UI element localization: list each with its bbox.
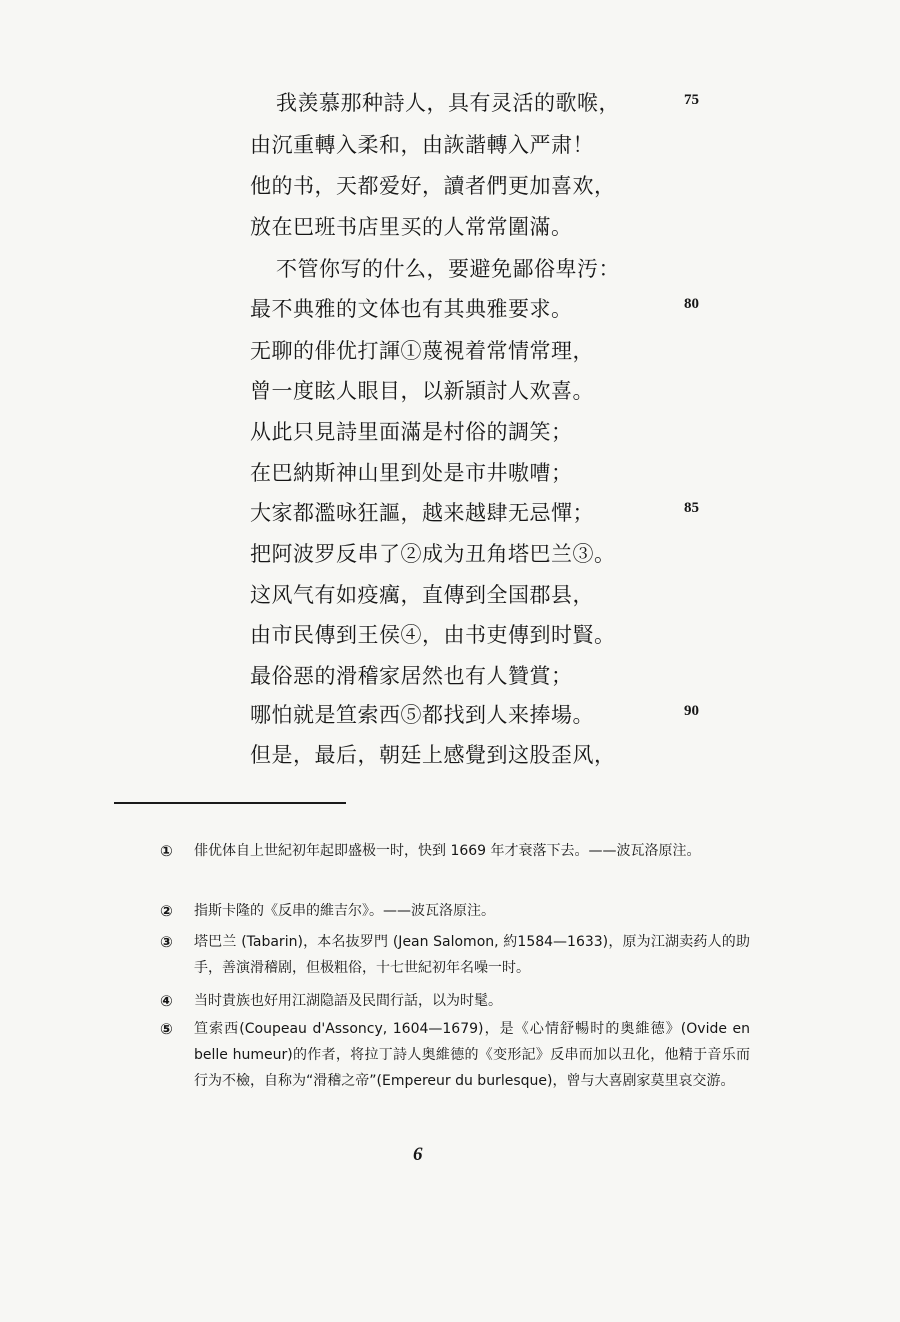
footnote-3	[160, 929, 750, 981]
footnote-marker: ⑤	[160, 1020, 173, 1038]
footnote-4	[160, 988, 750, 1014]
verse-line-82: 曾一度眩人眼目，以新頴討人欢喜。	[250, 379, 594, 403]
line-number-85: 85	[684, 500, 699, 516]
verse-line-86: 把阿波罗反串了②成为丑角塔巴兰③。	[250, 542, 616, 566]
footnote-2	[160, 898, 750, 924]
footnote-5	[160, 1016, 750, 1094]
verse-line-78: 放在巴班书店里买的人常常圍滿。	[250, 215, 573, 239]
verse-line-89: 最俗惡的滑稽家居然也有人贊賞；	[250, 664, 573, 688]
verse-line-83: 从此只見詩里面滿是村俗的調笑；	[250, 420, 573, 444]
verse-line-84: 在巴納斯神山里到处是市井嗷嘈；	[250, 461, 573, 485]
page-number: 6	[413, 1144, 423, 1165]
line-number-90: 90	[684, 703, 699, 719]
verse-line-77: 他的书，天都爱好，讀者們更加喜欢，	[250, 174, 616, 198]
verse-line-75: 我羡慕那种詩人，具有灵活的歌喉，	[276, 91, 620, 115]
footnote-marker: ①	[160, 842, 173, 860]
footnote-text: 当时貴族也好用江湖隐語及民間行話，以为时髦。	[194, 993, 502, 1009]
footnote-text: 笪索西(Coupeau d'Assoncy, 1604—1679)，是《心情舒暢时的奥維德》(Ovide en belle humeur)的作者，将拉丁詩人奥維德的《变形記》反串而加以丑化，他精于音乐而行为不檢，自称为“滑稽之帝”(Empereur du burlesque)，曾与大喜剧家莫里哀交游。	[194, 1021, 750, 1089]
footnote-text: 塔巴兰 (Tabarin)，本名抜罗門 (Jean Salomon, 約1584—1633)，原为江湖卖药人的助手，善演滑稽剧，但极粗俗，十七世紀初年名噪一时。	[194, 934, 750, 976]
verse-line-81: 无聊的俳优打諢①蔑視着常情常理，	[250, 339, 594, 363]
footnote-separator	[114, 802, 346, 804]
verse-line-79: 不管你写的什么，要避免鄙俗卑汚：	[276, 257, 620, 281]
footnote-text: 俳优体自上世紀初年起即盛极一时，快到 1669 年才衰落下去。——波瓦洛原注。	[194, 843, 701, 859]
verse-line-80: 最不典雅的文体也有其典雅要求。	[250, 297, 573, 321]
footnote-marker: ④	[160, 992, 173, 1010]
verse-line-91: 但是，最后，朝廷上感覺到这股歪风，	[250, 743, 616, 767]
line-number-80: 80	[684, 296, 699, 312]
footnote-marker: ③	[160, 933, 173, 951]
verse-line-85: 大家都濫咏狂謳，越来越肆无忌憚；	[250, 501, 594, 525]
verse-line-88: 由市民傳到王侯④，由书吏傳到时賢。	[250, 623, 616, 647]
footnote-1	[160, 838, 750, 864]
line-number-75: 75	[684, 92, 699, 108]
footnote-marker: ②	[160, 902, 173, 920]
verse-line-87: 这风气有如疫癘，直傳到全国郡县，	[250, 583, 594, 607]
verse-line-90: 哪怕就是笪索西⑤都找到人来捧場。	[250, 703, 594, 727]
verse-line-76: 由沉重轉入柔和，由詼諧轉入严肃！	[250, 133, 594, 157]
footnote-text: 指斯卡隆的《反串的維吉尔》。——波瓦洛原注。	[194, 903, 495, 919]
